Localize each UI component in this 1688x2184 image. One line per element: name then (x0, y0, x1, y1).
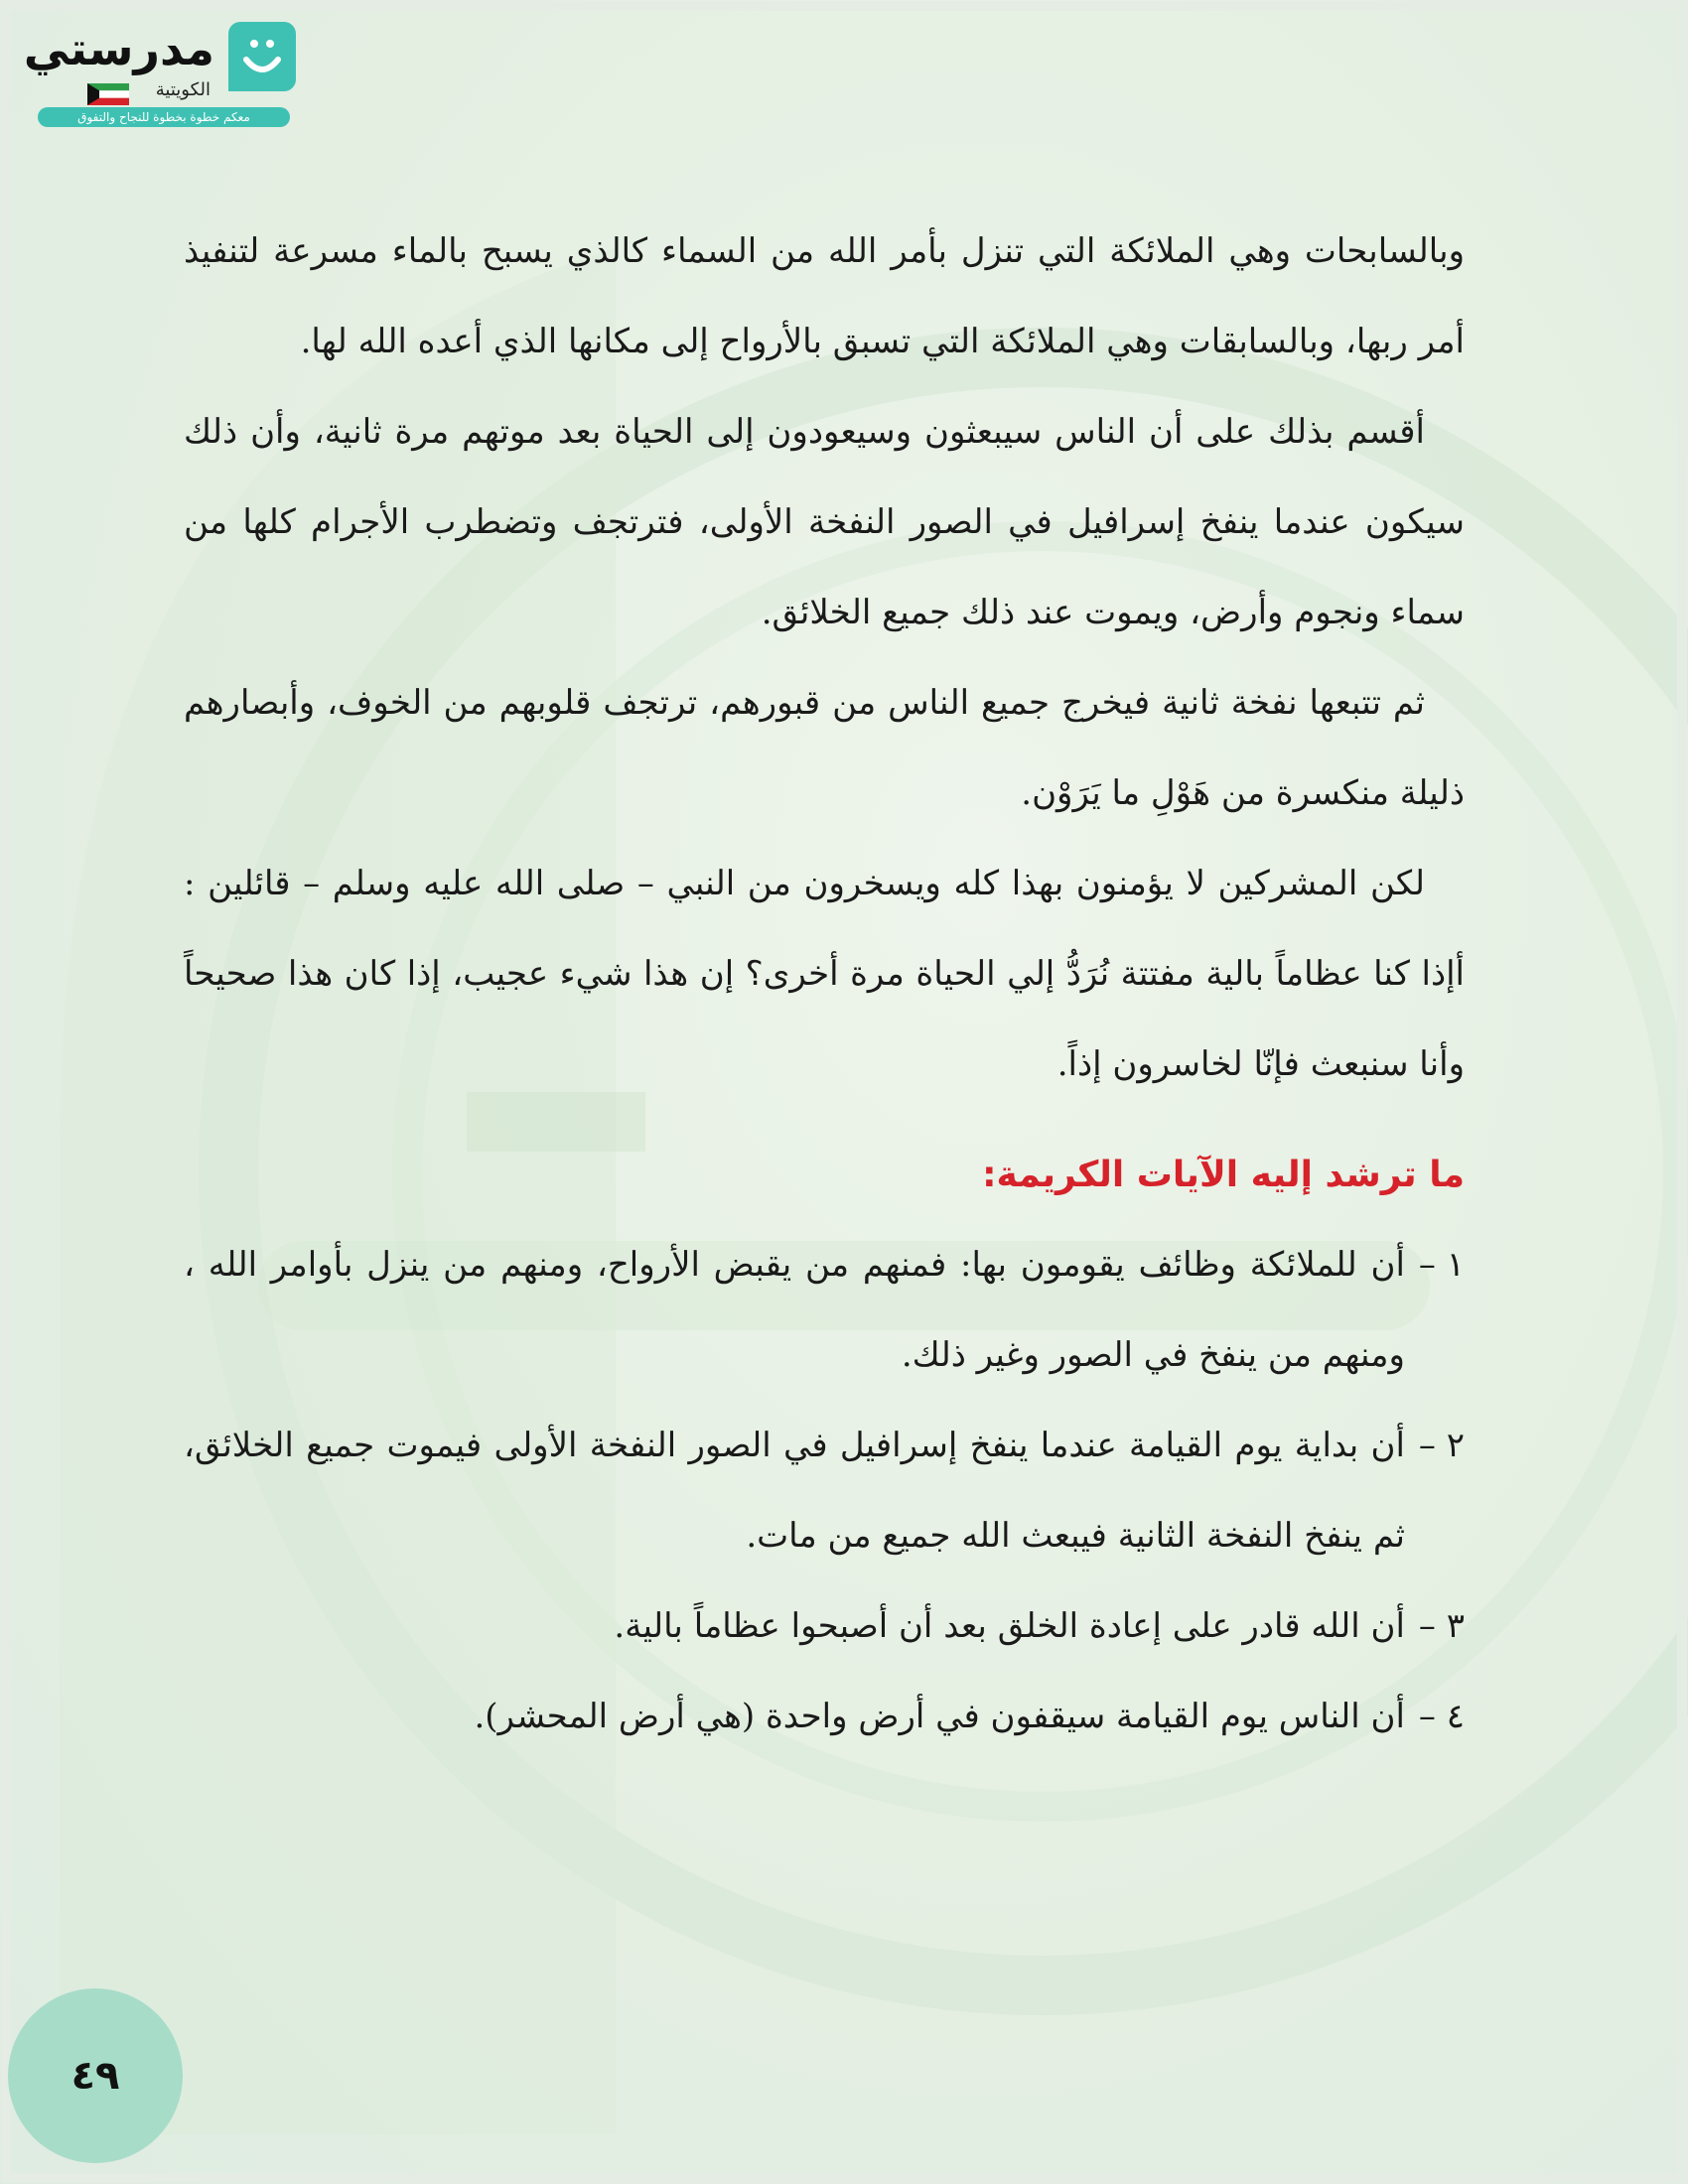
guidance-list (184, 1220, 1465, 1762)
list-item-text: أن بداية يوم القيامة عندما ينفخ إسرافيل في الصور النفخة الأولى فيموت جميع الخلائق، ثم ينفخ النفخة الثانية فيبعث الله جميع من مات. (184, 1426, 1405, 1556)
list-item-number: ٣ – (1418, 1606, 1465, 1646)
logo-tagline: معكم خطوة بخطوة للنجاح والتفوق (38, 107, 290, 127)
list-item (184, 1581, 1465, 1672)
logo-brand-name: مدرستي (23, 22, 214, 75)
page-content (184, 206, 1465, 1762)
section-heading: ما ترشد إليه الآيات الكريمة: (982, 1155, 1465, 1195)
paragraph-3: ثم تتبعها نفخة ثانية فيخرج جميع الناس من قبورهم، ترتجف قلوبهم من الخوف، وأبصارهم ذليلة منكسرة من هَوْلِ ما يَرَوْن. (184, 683, 1465, 813)
list-item-number: ٢ – (1418, 1426, 1465, 1465)
brand-logo (23, 22, 296, 131)
page-number: ٤٩ (8, 1988, 183, 2163)
smile-icon (228, 22, 296, 91)
kuwait-flag-icon (87, 83, 129, 105)
paragraph-1: وبالسابحات وهي الملائكة التي تنزل بأمر الله من السماء كالذي يسبح بالماء مسرعة لتنفيذ أمر ربها، وبالسابقات وهي الملائكة التي تسبق بالأرواح إلى مكانها الذي أعده الله لها. (184, 231, 1465, 361)
paragraph-4: لكن المشركين لا يؤمنون بهذا كله ويسخرون من النبي – صلى الله عليه وسلم – قائلين : أإذا كنا عظاماً بالية مفتتة نُرَدُّ إلي الحياة مرة أخرى؟ إن هذا شيء عجيب، إذا كان هذا صحيحاً وأنا سنبعث فإنّا لخاسرون إذاً. (184, 864, 1465, 1084)
list-item (184, 1220, 1465, 1401)
list-item (184, 1672, 1465, 1762)
list-item-text: أن للملائكة وظائف يقومون بها: فمنهم من يقبض الأرواح، ومنهم من ينزل بأوامر الله ، ومنهم من ينفخ في الصور وغير ذلك. (184, 1245, 1405, 1375)
logo-subtitle: الكويتية (155, 79, 211, 100)
list-item-number: ٤ – (1418, 1697, 1465, 1736)
list-item (184, 1401, 1465, 1581)
list-item-text: أن الله قادر على إعادة الخلق بعد أن أصبحوا عظاماً بالية. (614, 1606, 1405, 1646)
logo-badge-icon (228, 22, 296, 91)
list-item-text: أن الناس يوم القيامة سيقفون في أرض واحدة (هي أرض المحشر). (474, 1697, 1405, 1736)
paragraph-2: أقسم بذلك على أن الناس سيبعثون وسيعودون إلى الحياة بعد موتهم مرة ثانية، وأن ذلك سيكون عندما ينفخ إسرافيل في الصور النفخة الأولى، فترتجف وتضطرب الأجرام كلها من سماء ونجوم وأرض، ويموت عند ذلك جميع الخلائق. (184, 412, 1465, 632)
list-item-number: ١ – (1418, 1245, 1465, 1285)
